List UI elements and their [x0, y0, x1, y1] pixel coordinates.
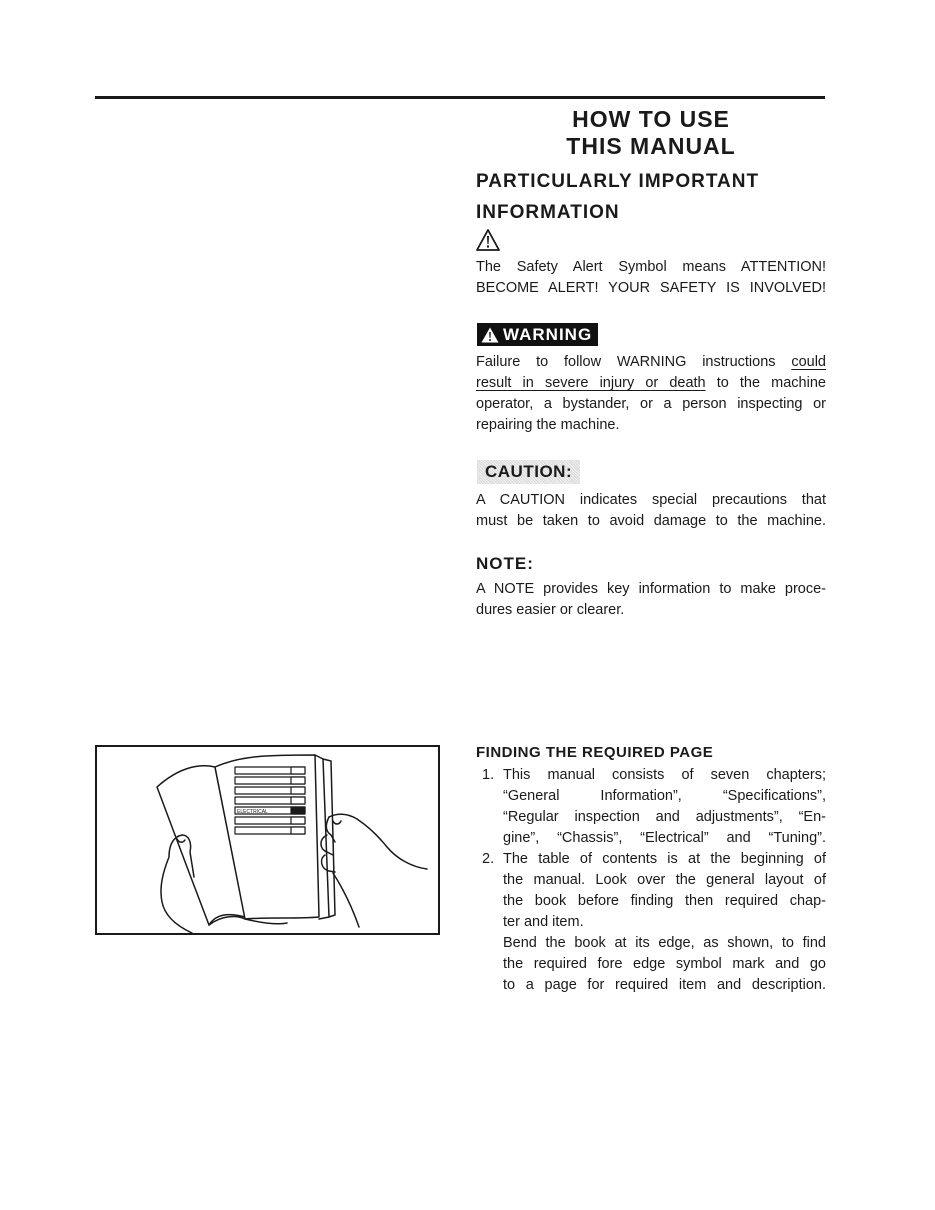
- text-line: “General Information”, “Specifications”,: [503, 788, 826, 804]
- text-line: the book before finding then required chap-: [503, 893, 826, 909]
- top-rule: [95, 96, 825, 99]
- underlined-text: result in severe injury or death: [476, 375, 706, 391]
- note-text: [476, 579, 826, 621]
- warning-triangle-icon: [476, 228, 500, 252]
- text-line: A CAUTION indicates special precautions that: [476, 492, 826, 508]
- svg-text:ELECTRICAL: ELECTRICAL: [237, 809, 268, 815]
- text-line: The Safety Alert Symbol means ATTENTION!: [476, 259, 826, 275]
- text-line: must be taken to avoid damage to the machine.: [476, 513, 826, 529]
- section-heading-line-1: PARTICULARLY IMPORTANT: [476, 171, 760, 192]
- section-heading-line-2: INFORMATION: [476, 202, 620, 223]
- list-item: [476, 765, 826, 849]
- text-line: BECOME ALERT! YOUR SAFETY IS INVOLVED!: [476, 280, 826, 296]
- underlined-text: could: [791, 354, 826, 370]
- warning-triangle-icon: [481, 327, 499, 343]
- text-span: to the machine: [705, 375, 826, 391]
- caution-badge: [477, 460, 580, 484]
- caution-text: [476, 490, 826, 532]
- warning-label: WARNING: [503, 324, 593, 344]
- finding-steps-list: [476, 765, 826, 996]
- text-line: Bend the book at its edge, as shown, to find: [503, 935, 826, 951]
- text-line: the manual. Look over the general layout of: [503, 872, 826, 888]
- text-line: the required fore edge symbol mark and go: [503, 956, 826, 972]
- text-line: dures easier or clearer.: [476, 602, 625, 618]
- list-number: 1.: [482, 767, 495, 783]
- page-title-line-1: HOW TO USE: [572, 106, 730, 132]
- text-line: repairing the machine.: [476, 417, 620, 433]
- text-line: This manual consists of seven chapters;: [503, 767, 826, 783]
- text-line: gine”, “Chassis”, “Electrical” and “Tuning”.: [503, 830, 826, 846]
- text-span: Failure to follow WARNING instructions: [476, 354, 792, 370]
- list-item: [476, 849, 826, 996]
- page-title: [476, 106, 826, 160]
- caution-label: CAUTION:: [485, 462, 573, 481]
- section-heading: [476, 166, 759, 228]
- safety-alert-text: [476, 257, 826, 299]
- text-line: to a page for required item and description.: [503, 977, 826, 993]
- warning-badge: [477, 323, 598, 346]
- warning-text: [476, 352, 826, 436]
- page-title-line-2: THIS MANUAL: [566, 133, 736, 159]
- finding-required-page-heading: FINDING THE REQUIRED PAGE: [476, 744, 714, 761]
- book-illustration: [95, 745, 440, 935]
- list-number: 2.: [482, 851, 495, 867]
- note-heading: NOTE:: [476, 554, 534, 573]
- text-line: A NOTE provides key information to make proce-: [476, 581, 826, 597]
- text-line: The table of contents is at the beginning of: [503, 851, 826, 867]
- text-line: operator, a bystander, or a person inspecting or: [476, 396, 826, 412]
- text-line: “Regular inspection and adjustments”, “En-: [503, 809, 826, 825]
- text-line: ter and item.: [503, 914, 584, 930]
- hands-holding-book-illustration: [97, 747, 438, 933]
